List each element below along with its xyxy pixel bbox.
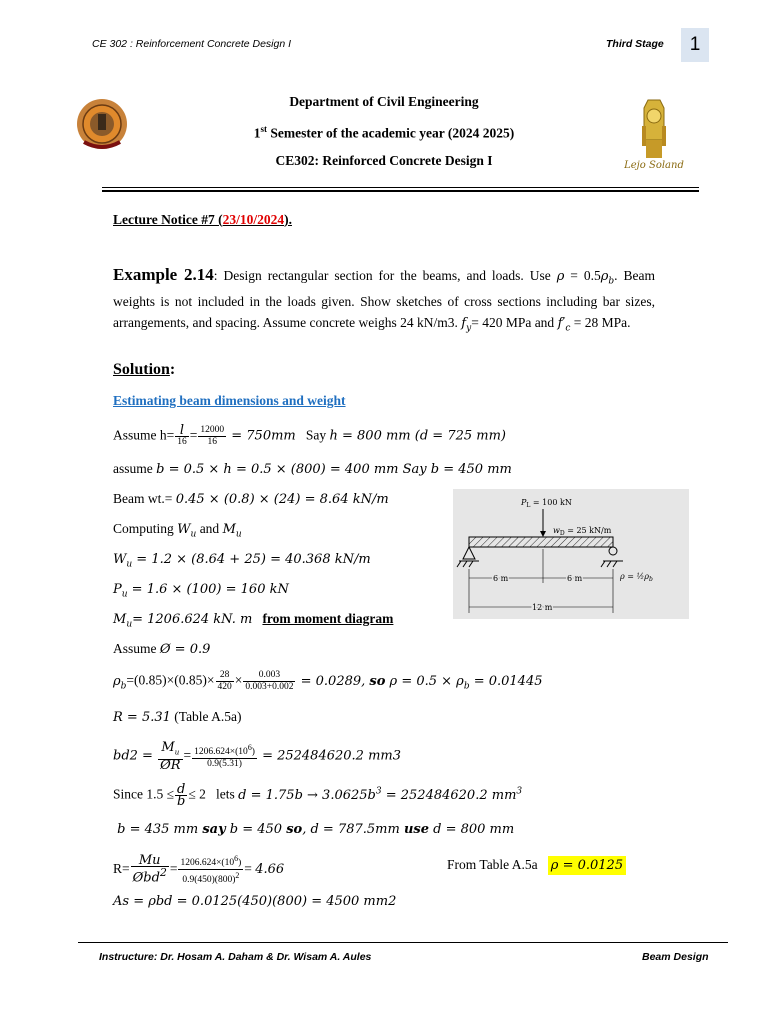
semester-line: 1st Semester of the academic year (2024 2025): [253, 124, 515, 141]
page-number: 1: [681, 28, 709, 62]
footer-topic: Beam Design: [642, 951, 709, 963]
calc-since: Since 1.5 ≤ $\frac{d}{b}$ ≤ 2 lets $d = 1.75b \to 3.0625b^3 = 252484620.2$ $mm^3$: [113, 782, 523, 809]
example-paragraph: Example 2.14: Design rectangular section for the beams, and loads. Use $\rho = 0.5\rho_b$. Beam weights is not included in the loads given. Show sketches of cross sections including bar sizes, arrangements, and spacing. Assume concrete weighs 24 kN/m3. $f_y= 420$ MPa and $f'_c = 28$ MPa.: [113, 265, 655, 334]
header-course: CE 302 : Reinforcement Concrete Design I: [92, 38, 292, 50]
example-label: Example 2.14: [113, 265, 214, 284]
calc-r: R = 5.31 (Table A.5a): [113, 709, 242, 725]
svg-text:Lejo Soland: Lejo Soland: [624, 160, 684, 171]
calc-assume-phi: Assume Ø = 0.9: [113, 641, 211, 657]
rho-ratio-label: $\rho = \frac{1}{2}\rho_b$: [620, 572, 653, 583]
footer-divider: [78, 942, 728, 943]
calc-assume-b: assume b = 0.5 × h = 0.5 × (800) = 400 mm Say b = 450 mm: [113, 461, 512, 477]
header-divider-thick: [102, 190, 699, 192]
rho-highlight: ρ = 0.0125: [548, 856, 626, 875]
calc-b-d: b = 435 mm say b = 450 so, d = 787.5mm use d = 800 mm: [113, 822, 515, 837]
university-seal-logo: [76, 96, 128, 161]
calc-mu: $M_u= 1206.624$ kN. m from moment diagram: [113, 611, 394, 630]
lecture-notice: Lecture Notice #7 (23/10/2024).: [113, 212, 292, 227]
calc-pu: $P_u = 1.6 \times (100) = 160$ kN: [113, 582, 289, 600]
course-title: CE302: Reinforced Concrete Design I: [275, 153, 493, 168]
solution-heading: Solution:: [113, 361, 176, 378]
calc-rho-b: $\rho_b=(0.85)\times(0.85)\times$ $\frac{28}{420}$ × $\frac{0.003}{0.003+0.002}$ = 0.0289, so $\rho = 0.5 \times \rho_b = 0.01445$: [113, 670, 543, 692]
calc-wu: $W_u = 1.2 \times (8.64 + 25) = 40.368$ kN/m: [113, 552, 371, 570]
point-load-label: $P_L = 100$ kN: [521, 498, 572, 509]
calc-computing: Computing $W_u$ and $M_u$: [113, 521, 242, 540]
calc-from-table: From Table A.5a ρ = 0.0125: [447, 857, 626, 873]
section-heading: Estimating beam dimensions and weight: [113, 393, 346, 408]
svg-text:12 m: 12 m: [532, 603, 553, 612]
calc-as: As = ρbd = 0.0125(450)(800) = 4500 mm2: [113, 894, 397, 909]
calc-bd2: bd2 = $\frac{M_u}{ØR}$ = $\frac{1206.624\times(10^6)}{0.9(5.31)}$ = 252484620.2 mm3: [113, 740, 401, 773]
footer-instructors: Instructure: Dr. Hosam A. Daham & Dr. Wisam A. Aules: [99, 951, 372, 963]
header-divider: [102, 187, 699, 188]
department-title: Department of Civil Engineering: [289, 94, 479, 109]
svg-text:6 m: 6 m: [493, 574, 509, 583]
calc-beam-weight: Beam wt.= 0.45 × (0.8) × (24) = 8.64 kN/m: [113, 491, 389, 507]
header-stage: Third Stage: [606, 38, 664, 50]
distributed-load-label: $w_D = 25$ kN/m: [553, 526, 612, 537]
beam-loading-figure: [453, 489, 689, 619]
svg-text:6 m: 6 m: [567, 574, 583, 583]
calc-assume-h: Assume h= $\frac{l}{16}$ = $\frac{12000}{16}$ = 750mm Say h = 800 mm (d = 725 mm): [113, 423, 506, 447]
calc-r-final: R= $\frac{Mu}{Øbd^2}$ = $\frac{1206.624\times(10^6)}{0.9(450)(800)^2}$ = 4.66: [113, 853, 285, 886]
college-logo: [618, 96, 690, 177]
